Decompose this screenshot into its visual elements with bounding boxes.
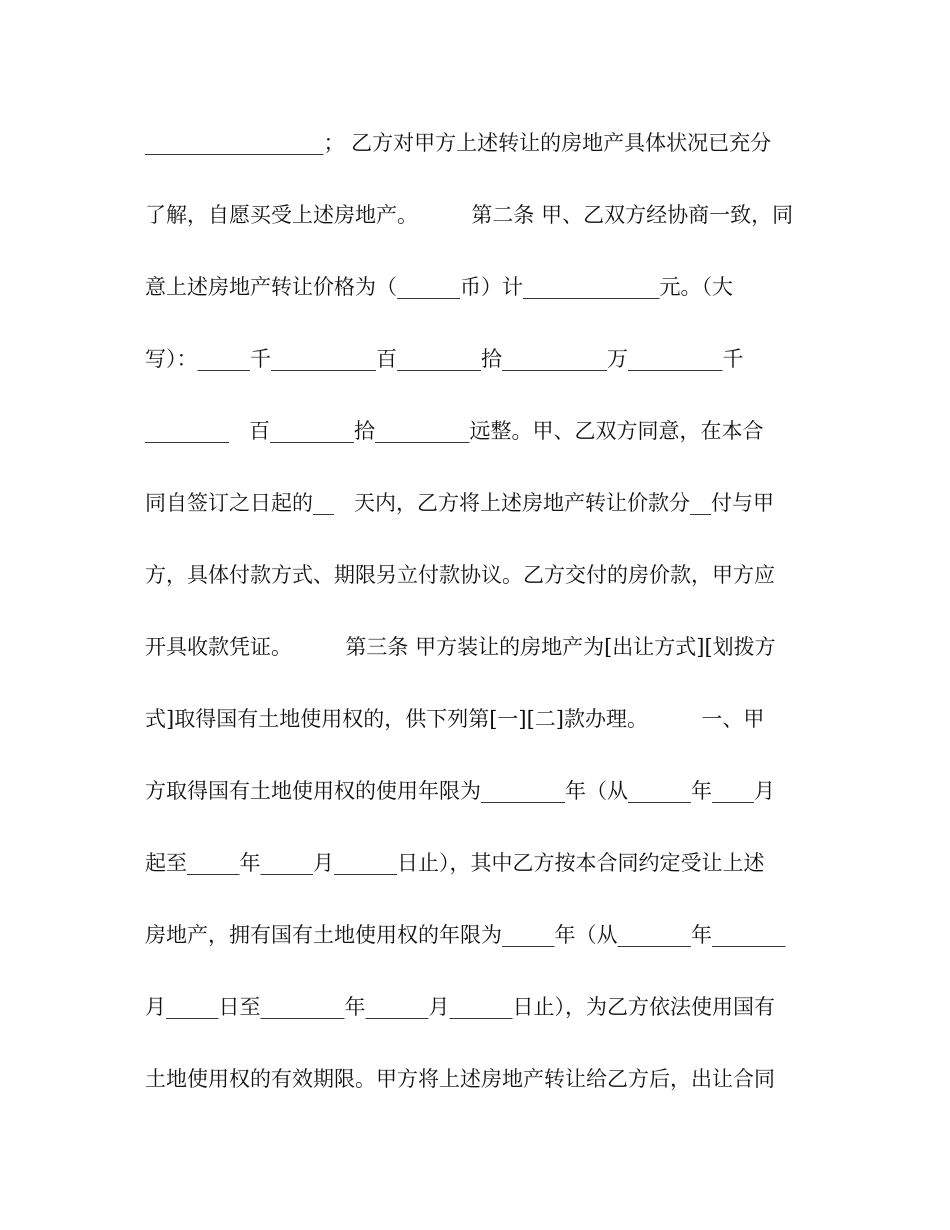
text-line-9: 式]取得国有土地使用权的，供下列第[一][二]款办理。 一、甲 xyxy=(145,707,765,731)
text-line-11: 起至_____年_____月______日止），其中乙方按本合同约定受让上述 xyxy=(145,851,765,875)
text-line-2: 了解，自愿买受上述房地产。 第二条 甲、乙双方经协商一致，同 xyxy=(145,203,794,227)
text-line-6: 同自签订之日起的__ 天内，乙方将上述房地产转让价款分__付与甲 xyxy=(145,491,775,515)
text-line-14: 土地使用权的有效期限。甲方将上述房地产转让给乙方后，出让合同 xyxy=(145,1067,775,1091)
text-line-5: ________ 百________拾_________远整。甲、乙双方同意，在本合 xyxy=(145,419,764,443)
text-line-8: 开具收款凭证。 第三条 甲方装让的房地产为[出让方式][划拨方 xyxy=(145,635,776,659)
text-line-4: 写）：_____千__________百________拾__________万_________千 xyxy=(145,347,744,371)
text-line-12: 房地产，拥有国有土地使用权的年限为_____年（从_______年_______ xyxy=(145,923,786,947)
text-line-13: 月_____日至________年______月______日止），为乙方依法使用国有 xyxy=(145,995,775,1019)
text-line-7: 方，具体付款方式、期限另立付款协议。乙方交付的房价款，甲方应 xyxy=(145,563,775,587)
text-line-3: 意上述房地产转让价格为（______币）计_____________元。（大 xyxy=(145,275,733,299)
text-line-1: _________________； 乙方对甲方上述转让的房地产具体状况已充分 xyxy=(145,131,772,155)
text-line-10: 方取得国有土地使用权的使用年限为________年（从______年____月 xyxy=(145,779,775,803)
